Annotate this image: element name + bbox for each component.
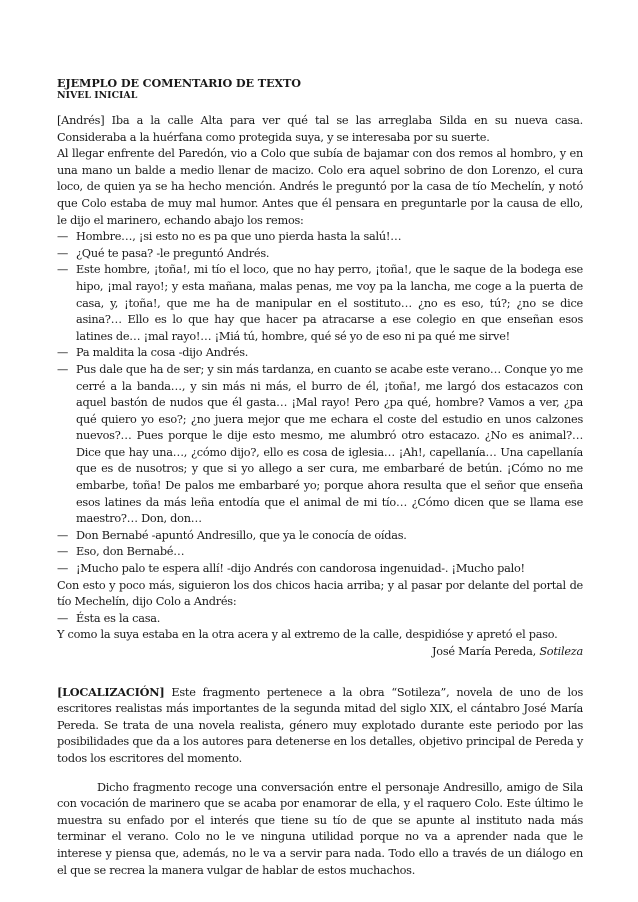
dialogue-text: Pus dale que ha de ser; y sin más tardanza, en cuanto se acabe este verano… Conque yo me cerré a la banda…, y sin más ni más, el burro de él, ¡toña!, me largó dos estacazos con aquel bastón de nudos que él gasta… ¡Mal rayo! Pero ¿pa qué, hombre? Vamos a ver, ¿pa qué quiero yo eso?; ¿no juera mejor que me echara el coste del estudio en unos calzones nuevos?… Pues porque le dije esto mesmo, me alumbró otro estacazo. ¿No es animal?… Dice que hay una…, ¿cómo dijo?, ello es cosa de iglesia… ¡Ah!, capellanía… Una capellanía que es de nusotros; y que si yo allego a ser cura, me embarbaré de betún. ¡Cómo no me embarbe, toña! De palos me embarbaré yo; porque ahora resulta que el señor que enseña esos latines da más leña entodía que el animal de mi tío… ¿Cómo dicen que se llama ese maestro?… Don, don… bbox=[76, 362, 583, 526]
citation bbox=[57, 644, 583, 661]
dialogue-line bbox=[57, 362, 583, 528]
excerpt-paragraph: Al llegar enfrente del Paredón, vio a Colo que subía de bajamar con dos remos al hombro, y en una mano un balde a medio llenar de macizo. Colo era aquel sobrino de don Lorenzo, el cura loco, de quien ya se ha hecho mención. Andrés le preguntó por la casa de tío Mechelín, y notó que Colo estaba de muy mal humor. Antes que él pensara en preguntarle por la causa de ello, le dijo el marinero, echando abajo los remos: bbox=[57, 147, 583, 227]
citation-author: José María Pereda, bbox=[432, 645, 540, 658]
dialogue-dash: — bbox=[57, 230, 69, 244]
excerpt-paragraph: Con esto y poco más, siguieron los dos chicos hacia arriba; y al pasar por delante del portal de tío Mechelín, dijo Colo a Andrés: bbox=[57, 578, 583, 609]
excerpt-paragraph: Y como la suya estaba en la otra acera y al extremo de la calle, despidióse y apretó el paso. bbox=[57, 628, 558, 642]
dialogue-text: ¡Mucho palo te espera allí! -dijo Andrés con candorosa ingenuidad-. ¡Mucho palo! bbox=[76, 562, 525, 576]
localization-paragraph bbox=[57, 684, 583, 768]
dialogue-dash: — bbox=[57, 545, 69, 559]
dialogue-text: Pa maldita la cosa -dijo Andrés. bbox=[76, 346, 249, 360]
dialogue-dash: — bbox=[57, 362, 69, 376]
dialogue-dash: — bbox=[57, 346, 69, 360]
excerpt-intro: [Andrés] Iba a la calle Alta para ver qué tal se las arreglaba Silda en su nueva casa. Consideraba a la huérfana como protegida suya, y se interesaba por su suerte. bbox=[57, 114, 583, 144]
dialogue-line bbox=[57, 246, 583, 263]
localization-text: Este fragmento pertenece a la obra “Sotileza”, novela de uno de los escritores realistas más importantes de la segunda mitad del siglo XIX, el cántabro José María Pereda. Se trata de una novela realista, género muy explotado durante este periodo por las posibilidades que da a los autores para detenerse en los detalles, objetivo principal de Pereda y todos los escritores del momento. bbox=[57, 685, 583, 765]
citation-work: Sotileza bbox=[539, 645, 583, 658]
dialogue-line bbox=[57, 528, 583, 545]
dialogue-line bbox=[57, 345, 583, 362]
dialogue-line bbox=[57, 229, 583, 246]
dialogue-line bbox=[57, 561, 583, 578]
commentary-paragraph: Dicho fragmento recoge una conversación entre el personaje Andresillo, amigo de Sila con vocación de marinero que se acaba por enamorar de ella, y el raquero Colo. Este último le muestra su enfado por el interés que tiene su tío de que se apunte al instituto nada más terminar el verano. Colo no le ve ninguna utilidad porque no va a aprender nada que le interese y piensa que, además, no le va a servir para nada. Todo ello a través de un diálogo en el que se recrea la manera vulgar de hablar de estos muchachos. bbox=[57, 780, 583, 877]
excerpt bbox=[57, 113, 583, 661]
dialogue-dash: — bbox=[57, 263, 69, 277]
section-label: [LOCALIZACIÓN] bbox=[57, 684, 165, 699]
dialogue-text: Hombre…, ¡si esto no es pa que uno pierda hasta la salú!… bbox=[76, 230, 402, 244]
dialogue-text: Don Bernabé -apuntó Andresillo, que ya le conocía de oídas. bbox=[76, 528, 407, 542]
dialogue-text: Ésta es la casa. bbox=[76, 611, 161, 625]
document-subtitle: NIVEL INICIAL bbox=[57, 90, 138, 101]
dialogue-dash: — bbox=[57, 611, 69, 625]
dialogue-line bbox=[57, 262, 583, 345]
dialogue-dash: — bbox=[57, 562, 69, 576]
dialogue-line bbox=[57, 544, 583, 561]
document-title: EJEMPLO DE COMENTARIO DE TEXTO bbox=[57, 76, 301, 90]
dialogue-text: ¿Qué te pasa? -le preguntó Andrés. bbox=[76, 246, 270, 260]
dialogue-dash: — bbox=[57, 528, 69, 542]
document-page bbox=[57, 76, 583, 879]
dialogue-dash: — bbox=[57, 246, 69, 260]
dialogue-text: Eso, don Bernabé… bbox=[76, 545, 185, 559]
dialogue-text: Este hombre, ¡toña!, mi tío el loco, que no hay perro, ¡toña!, que le saque de la bodega ese hipo, ¡mal rayo!; y esta mañana, malas penas, me voy pa la lancha, me coge a la puerta de casa, y, ¡toña!, que me ha de manipular en el sostituto… ¿no es eso, tú?; ¿no se dice asina?… Ello es lo que hay que hacer pa atracarse a ese colegio en que enseñan esos latines de… ¡mal rayo!… ¡Miá tú, hombre, qué sé yo de eso ni pa qué me sirve! bbox=[76, 263, 583, 343]
commentary bbox=[57, 684, 583, 880]
dialogue-line bbox=[57, 611, 583, 628]
